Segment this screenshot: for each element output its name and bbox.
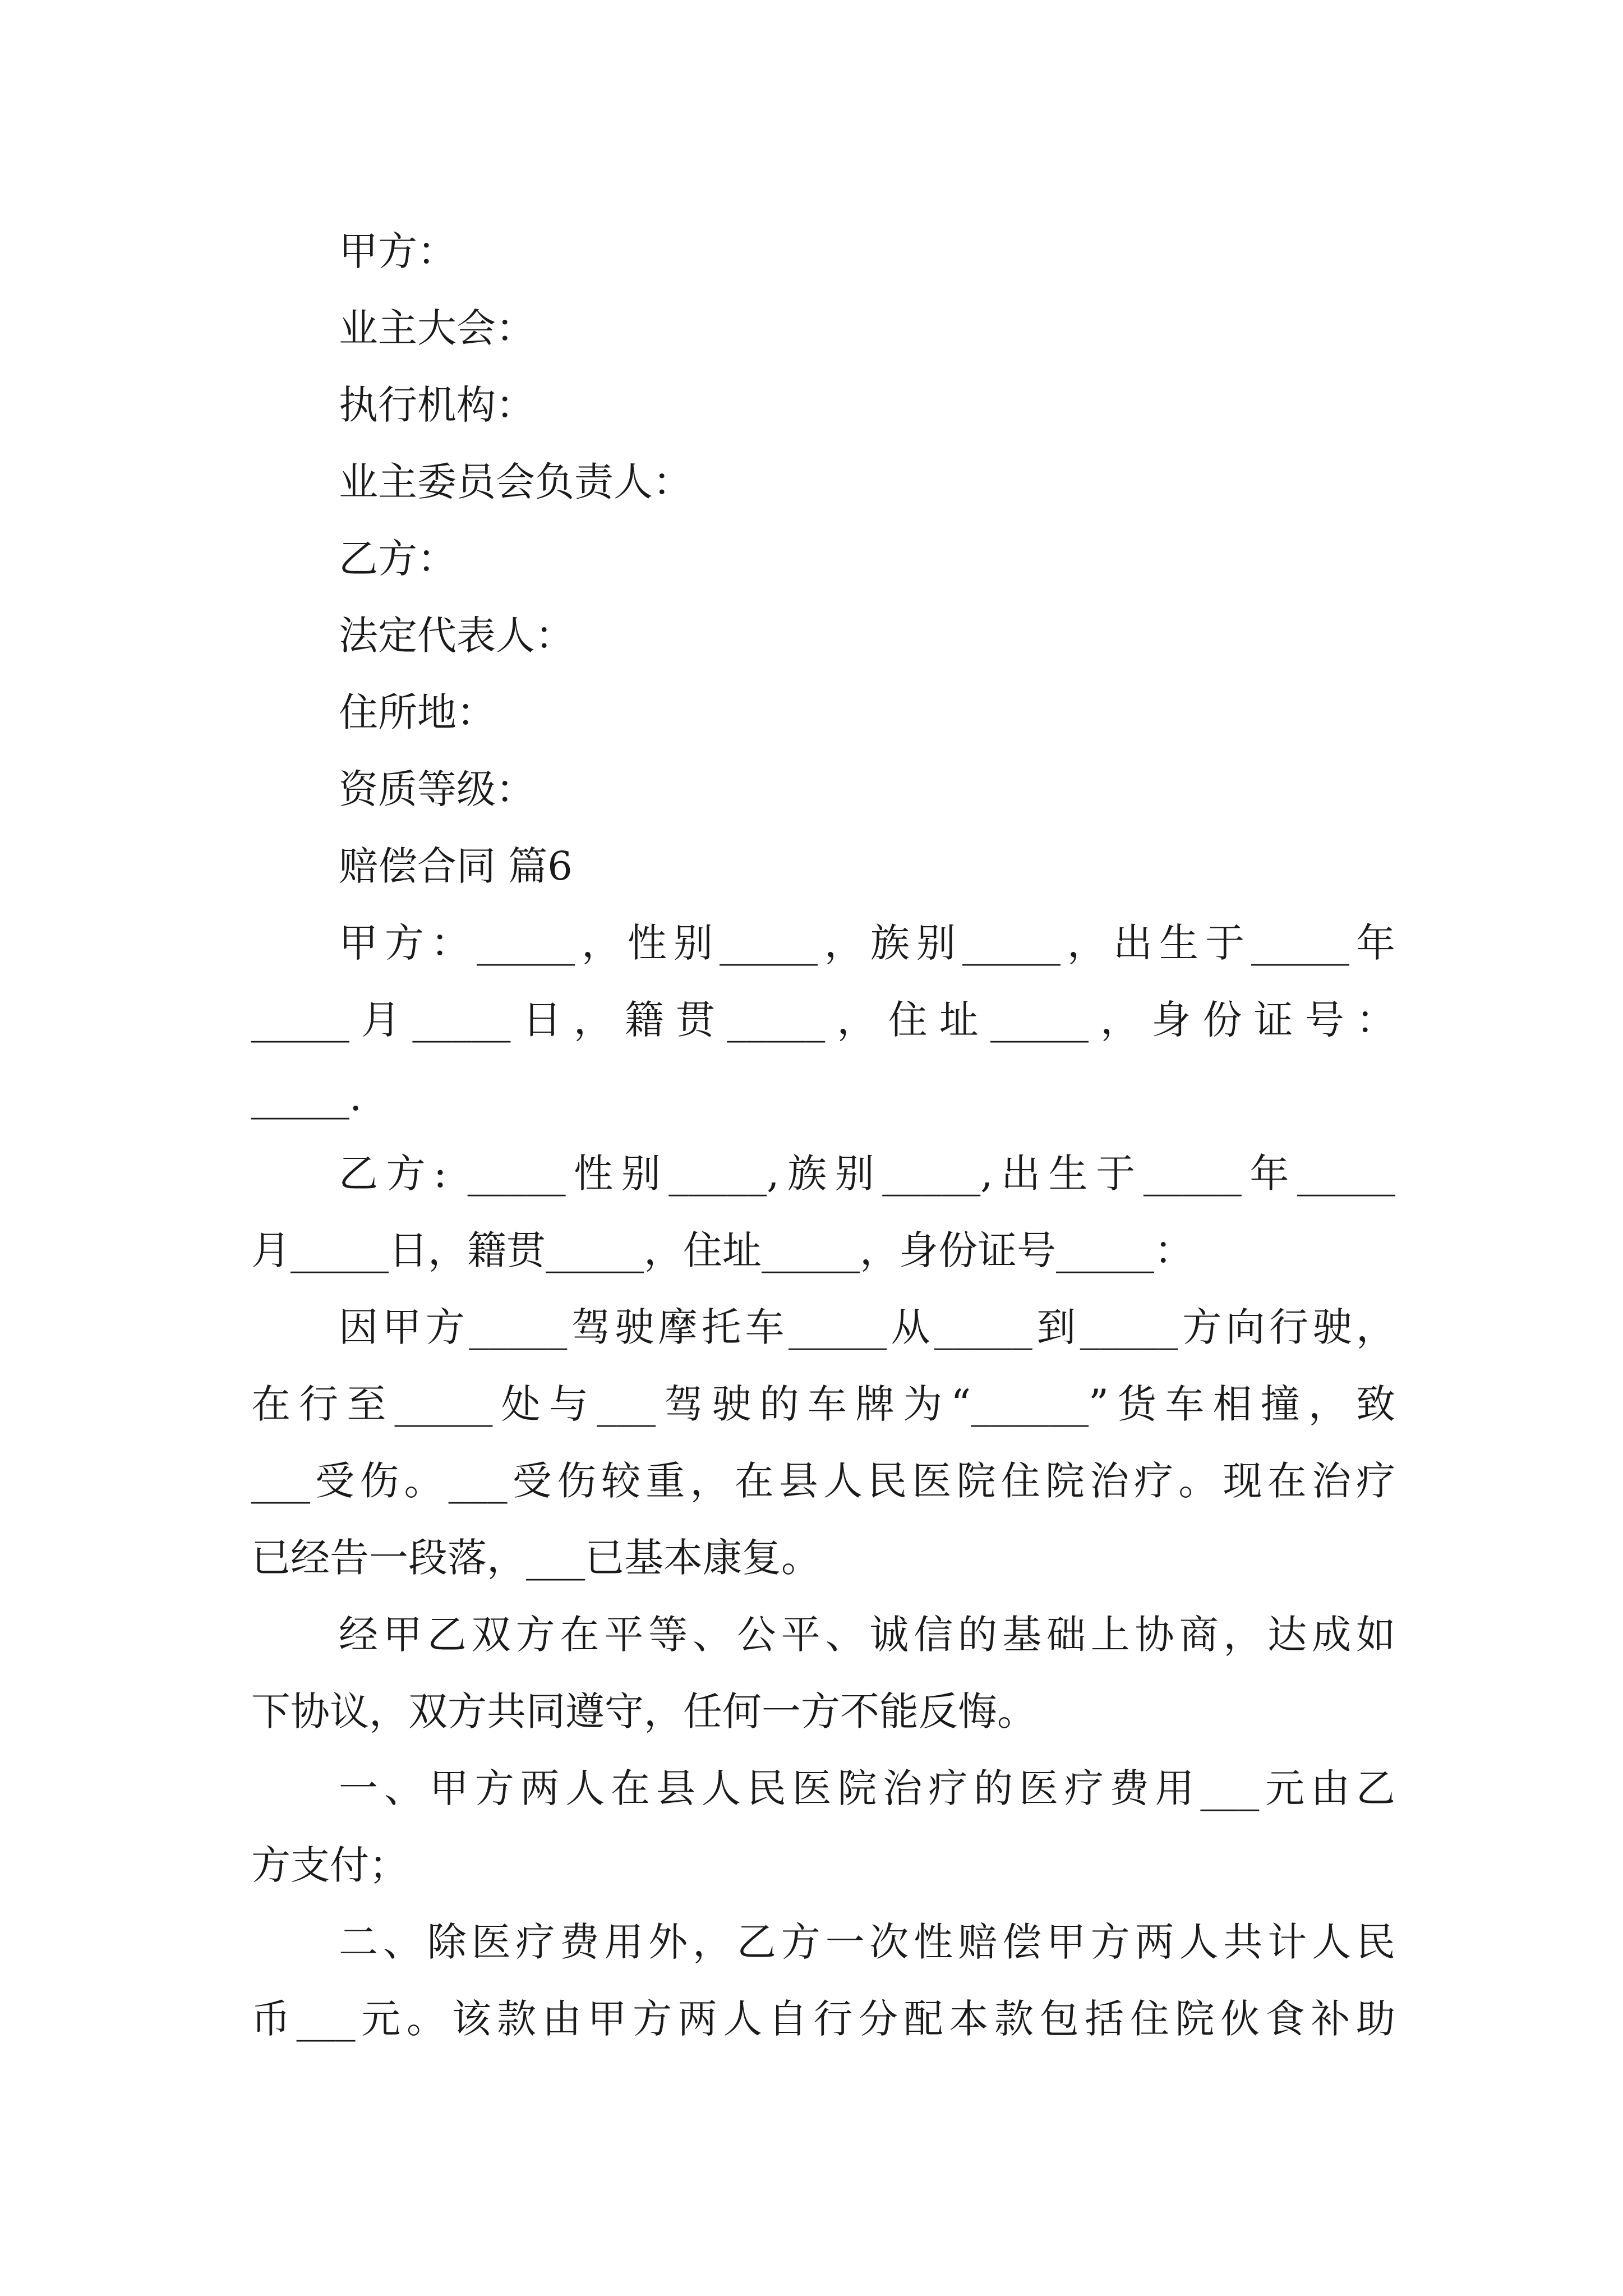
line-executive-body: 执行机构： xyxy=(339,382,535,428)
party-b-info-line-1: 乙方: _____性别_____,族别_____,出生于_____年_____ xyxy=(339,1151,1395,1197)
clause-2-line-1: 二、除医疗费用外，乙方一次性赔偿甲方两人共计人民 xyxy=(339,1919,1395,1965)
line-domicile: 住所地： xyxy=(339,689,496,735)
incident-line-3: ___受伤。___受伤较重，在县人民医院住院治疗。现在治疗 xyxy=(251,1458,1395,1504)
incident-line-2: 在行至_____处与___驾驶的车牌为“______”货车相撞，致 xyxy=(251,1381,1395,1427)
clause-1-line-2: 方支付； xyxy=(251,1842,408,1888)
section-heading: 赔偿合同 篇6 xyxy=(339,843,573,889)
party-b-info-line-2: 月_____日，籍贯_____，住址_____，身份证号_____： xyxy=(251,1227,1193,1273)
agreement-intro-line-1: 经甲乙双方在平等、公平、诚信的基础上协商，达成如 xyxy=(339,1612,1395,1658)
incident-line-4: 已经告一段落，___已基本康复。 xyxy=(251,1535,820,1581)
clause-1-line-1: 一、甲方两人在县人民医院治疗的医疗费用___元由乙 xyxy=(339,1765,1395,1811)
clause-2-line-2: 币___元。该款由甲方两人自行分配本款包括住院伙食补助 xyxy=(251,1996,1395,2042)
document-body xyxy=(251,213,1395,2058)
agreement-intro-line-2: 下协议，双方共同遵守，任何一方不能反悔。 xyxy=(251,1688,1036,1734)
party-a-info-line-3: _____. xyxy=(251,1074,362,1120)
line-qualification: 资质等级： xyxy=(339,766,535,812)
line-owners-assembly: 业主大会： xyxy=(339,305,535,351)
line-legal-rep: 法定代表人： xyxy=(339,613,574,659)
line-party-a: 甲方： xyxy=(339,228,457,274)
party-a-info-line-2: _____月_____日，籍贯_____，住址_____，身份证号： xyxy=(251,997,1395,1043)
line-committee-head: 业主委员会负责人： xyxy=(339,459,692,505)
line-party-b: 乙方： xyxy=(339,536,457,582)
party-a-info-line-1: 甲方：_____，性别_____，族别_____，出生于_____年 xyxy=(339,920,1395,966)
incident-line-1: 因甲方_____驾驶摩托车_____从_____到_____方向行驶， xyxy=(339,1304,1395,1350)
